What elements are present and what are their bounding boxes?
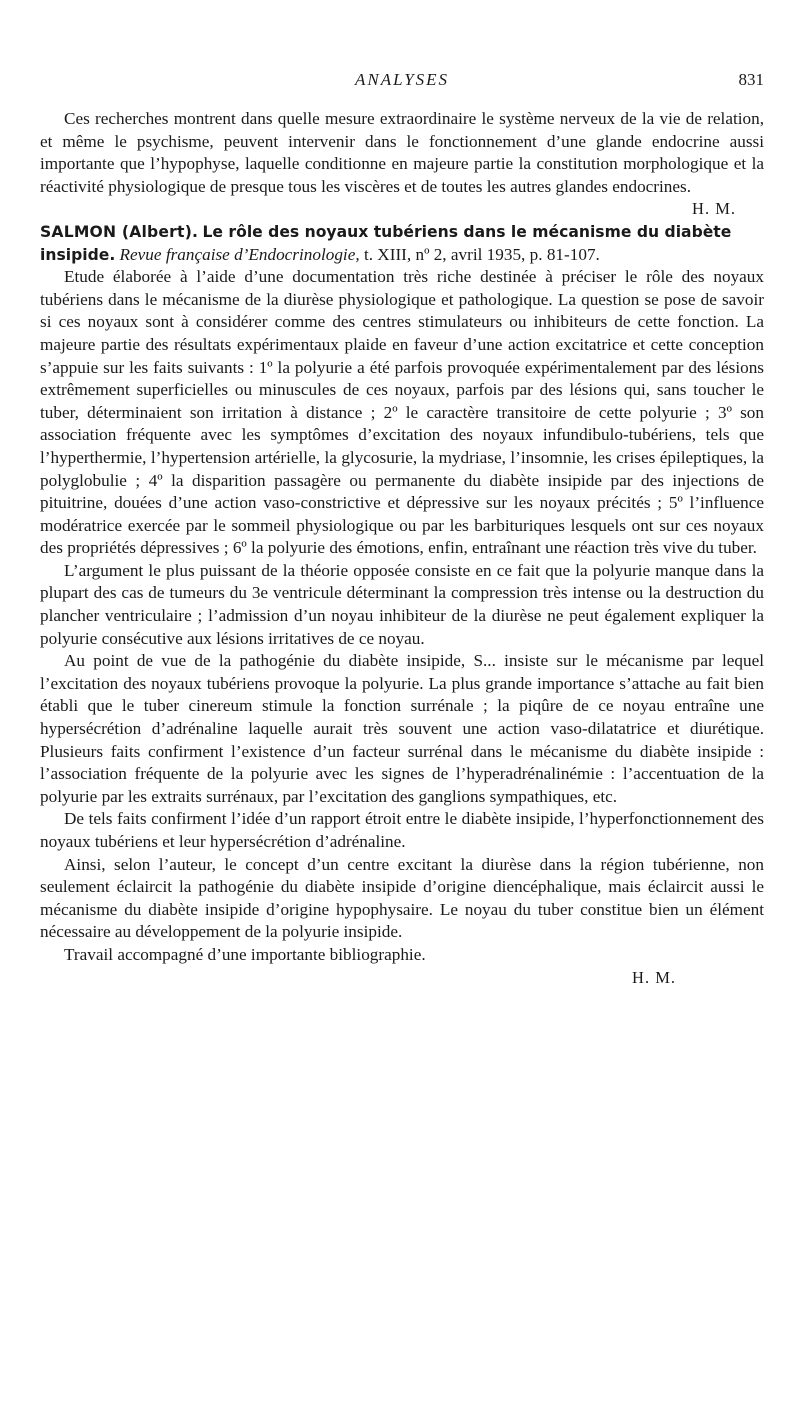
- article-author: SALMON (Albert).: [40, 222, 199, 241]
- article-paragraph-6: Travail accompagné d’une importante bibliographie.: [64, 944, 426, 964]
- article-paragraph-1: Etude élaborée à l’aide d’une documentation très riche destinée à préciser le rôle des noyaux tubériens dans le mécanisme de la diurèse physiologique et pathologique. La question se pose de savoir si ces noyaux sont à considérer comme des centres stimulateurs ou inhibiteurs de cette fonction. La majeure partie des résultats expérimentaux plaide en faveur d’une action excitatrice et cette conception s’appuie sur les faits suivants : 1º la polyurie a été parfois provoquée expérimentalement par des lésions extrêmement superficielles ou minuscules de ces noyaux, parfois par des lésions qui, sans toucher le tuber, déterminaient son irritation à distance ; 2º le caractère transitoire de cette polyurie ; 3º son association fréquente avec les symptômes d’excitation des noyaux infundibulo-tubériens, tels que l’hyperthermie, l’hypertension artérielle, la glycosurie, la mydriase, l’insomnie, les crises épileptiques, la polyglobulie ; 4º la disparition passagère ou permanente du diabète insipide par des injections de pituitrine, douées d’une action vaso-constrictive et dépressive sur les noyaux précités ; 5º l’influence modératrice exercée par le sommeil physiologique ou par les barbituriques lesquels ont sur ces noyaux des propriétés dépressives ; 6º la polyurie des émotions, enfin, entraînant une réaction très vive du tuber.: [40, 267, 764, 558]
- page-number: 831: [738, 70, 764, 89]
- article-paragraph-2: L’argument le plus puissant de la théorie opposée consiste en ce fait que la polyurie manque dans la plupart des cas de tumeurs du 3e ventricule déterminant la compression très intense ou la destruction du plancher ventriculaire ; l’admission d’un noyau inhibiteur de la diurèse ne peut également expliquer la polyurie consécutive aux lésions irritatives de ce noyau.: [40, 560, 764, 648]
- article-paragraph-3: Au point de vue de la pathogénie du diabète insipide, S... insiste sur le mécanisme par lequel l’excitation des noyaux tubériens provoque la polyurie. La plus grande importance s’attache au fait bien établi que le tuber cinereum stimule la fonction surrénale ; la piqûre de ce noyau entraîne une hypersécrétion d’adrénaline laquelle aurait très souvent une action vaso-dilatatrice et diurétique. Plusieurs faits confirment l’existence d’un facteur surrénal dans le mécanisme du diabète insipide : l’association fréquente de la polyurie avec les signes de l’hyperadrénalinémie : l’accentuation de la polyurie par les extraits surrénaux, par l’excitation des ganglions sympathiques, etc.: [40, 651, 764, 806]
- article-heading: [40, 221, 764, 266]
- intro-signature: H. M.: [692, 199, 736, 219]
- article-paragraph-4: De tels faits confirment l’idée d’un rapport étroit entre le diabète insipide, l’hyperfonctionnement des noyaux tubériens et leur hypersécrétion d’adrénaline.: [40, 809, 764, 851]
- running-title: ANALYSES: [354, 70, 450, 89]
- article-journal: Revue française d’Endocrinologie,: [119, 244, 360, 264]
- running-header: [40, 70, 764, 94]
- article-title: Le rôle des noyaux tubériens dans le mécanisme du diabète insipide.: [40, 222, 732, 264]
- article-signature: H. M.: [632, 967, 676, 987]
- intro-paragraph: Ces recherches montrent dans quelle mesure extraordinaire le système nerveux de la vie de relation, et même le psychisme, peuvent intervenir dans le fonctionnement d’une glande endocrine aussi importante que l’hypophyse, laquelle conditionne en majeure partie la constitution morphologique et la réactivité physiologique de presque tous les viscères et de toutes les autres glandes endocrines.: [40, 109, 764, 196]
- article-citation-details: t. XIII, nº 2, avril 1935, p. 81-107.: [363, 244, 600, 264]
- article-paragraph-5: Ainsi, selon l’auteur, le concept d’un centre excitant la diurèse dans la région tubérienne, non seulement éclaircit la pathogénie du diabète insipide d’origine diencéphalique, mais éclaircit aussi le mécanisme du diabète insipide d’origine hypophysaire. Le noyau du tuber constitue bien un élément nécessaire au développement de la polyurie insipide.: [40, 854, 764, 942]
- page-body: [40, 108, 764, 989]
